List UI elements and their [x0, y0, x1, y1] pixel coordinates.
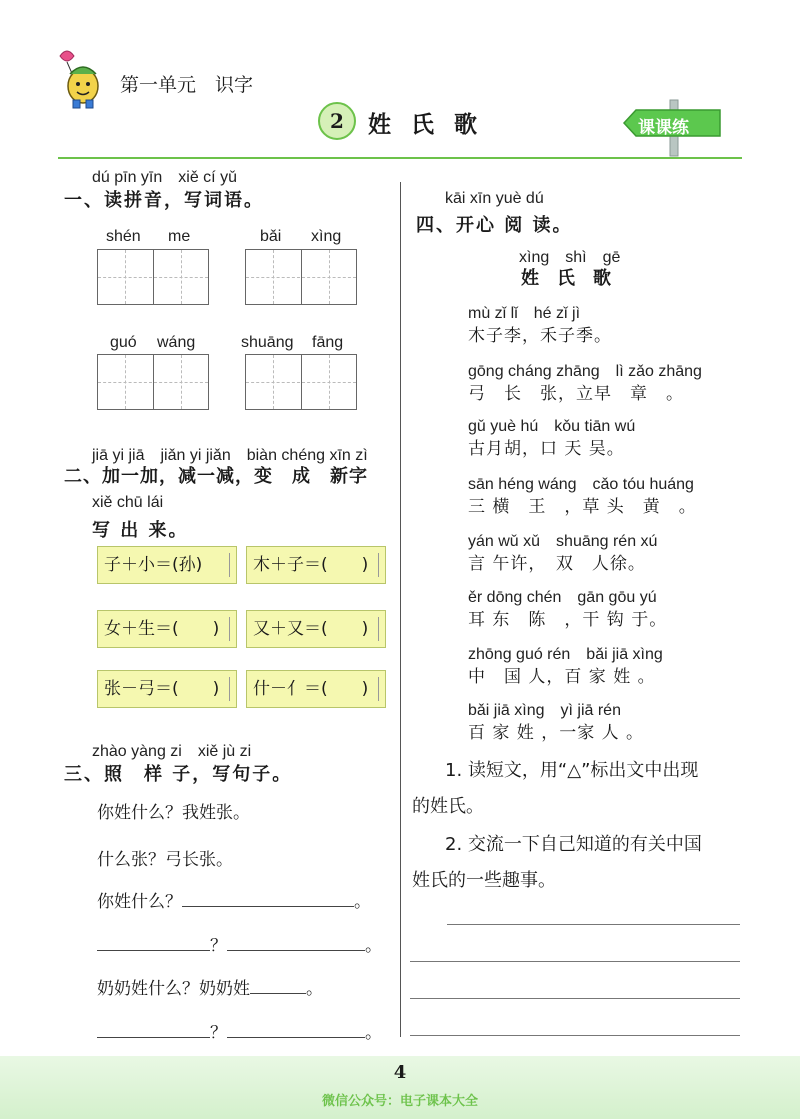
poem-line-4-pinyin: sān héng wáng cǎo tóu huáng	[468, 476, 694, 493]
poem-line-4: 三 横 王 ，草 头 黄 。	[468, 497, 697, 517]
answer-blank-2b[interactable]	[227, 932, 365, 951]
section3-title: 三、照 样 子，写句子。	[64, 764, 293, 785]
equation-6[interactable]	[246, 670, 386, 708]
tianzige-shuangfang[interactable]	[245, 354, 357, 410]
poem-line-7: 中 国 人，百 家 姓 。	[468, 667, 656, 687]
poem-line-8: 百 家 姓 ，一家 人 。	[468, 723, 645, 743]
word2-pinyin-b: xìng	[311, 228, 342, 245]
word1-pinyin-a: shén	[106, 228, 141, 245]
tianzige-baixing[interactable]	[245, 249, 357, 305]
equation-4[interactable]	[246, 610, 386, 648]
section3-pinyin: zhào yàng zi xiě jù zi	[92, 743, 252, 760]
question-3-end: 。	[306, 979, 323, 999]
poem-line-5: 言 午许， 双 人徐。	[468, 554, 646, 574]
equation-6-text: 什－亻＝( )	[253, 679, 369, 699]
reading-question-2-line1: 2. 交流一下自己知道的有关中国	[445, 834, 702, 855]
poem-line-7-pinyin: zhōng guó rén bǎi jiā xìng	[468, 646, 663, 663]
reading-question-1-line1: 1. 读短文，用“△”标出文中出现	[445, 760, 699, 781]
writing-line-4[interactable]	[410, 1035, 740, 1036]
reading-question-1-line2: 的姓氏。	[412, 796, 484, 817]
column-divider	[400, 182, 401, 1037]
tianzige-shenme[interactable]	[97, 249, 209, 305]
question-2	[97, 931, 382, 956]
tianzige-guowang[interactable]	[97, 354, 209, 410]
poem-line-2-pinyin: gōng cháng zhāng lì zǎo zhāng	[468, 363, 702, 380]
practice-badge: 课课练	[638, 118, 689, 138]
poem-title-pinyin: xìng shì gē	[519, 249, 621, 266]
poem-line-8-pinyin: bǎi jiā xìng yì jiā rén	[468, 702, 621, 719]
answer-blank-1[interactable]	[182, 888, 354, 907]
wechat-note: 微信公众号：电子课本大全	[321, 1094, 478, 1109]
mascot-icon	[50, 48, 110, 110]
writing-line-3[interactable]	[410, 998, 740, 999]
equation-5-text: 张－弓＝( )	[104, 679, 220, 699]
poem-line-1-pinyin: mù zǐ lǐ hé zǐ jì	[468, 305, 581, 322]
section2-pinyin-line1: jiā yi jiā jiǎn yi jiǎn biàn chéng xīn zì	[92, 447, 368, 464]
lesson-title: 姓 氏 歌	[368, 111, 484, 138]
question-2-end: 。	[365, 936, 382, 956]
equation-1-text: 子＋小＝(孙)	[104, 555, 203, 575]
example-sentence-2: 什么张？弓长张。	[97, 850, 233, 870]
equation-3[interactable]	[97, 610, 237, 648]
answer-blank-2a[interactable]	[97, 932, 210, 951]
question-3	[97, 974, 323, 999]
question-2-mark: ？	[210, 936, 227, 956]
section2-title-line2: 写 出 来。	[92, 520, 189, 541]
poem-line-6: 耳 东 陈 ，干 钩 于。	[468, 610, 668, 630]
section4-pinyin: kāi xīn yuè dú	[445, 190, 544, 207]
word3-pinyin-a: guó	[110, 334, 137, 351]
lesson-number-badge	[318, 102, 356, 140]
word4-pinyin-a: shuāng	[241, 334, 294, 351]
equation-3-text: 女＋生＝( )	[104, 619, 220, 639]
page-number: 4	[393, 1062, 407, 1083]
reading-question-2-line2: 姓氏的一些趣事。	[412, 870, 556, 891]
poem-line-2: 弓 长 张，立早 章 。	[468, 384, 684, 404]
equation-4-text: 又＋又＝( )	[253, 619, 369, 639]
word4-pinyin-b: fāng	[312, 334, 344, 351]
lesson-number: 2	[330, 109, 344, 133]
answer-blank-4a[interactable]	[97, 1019, 210, 1038]
poem-line-5-pinyin: yán wǔ xǔ shuāng rén xú	[468, 533, 658, 550]
poem-line-3: 古月胡，口 天 吴。	[468, 439, 625, 459]
word2-pinyin-a: bǎi	[260, 228, 282, 245]
equation-2-text: 木＋子＝( )	[253, 555, 369, 575]
question-4-end: 。	[365, 1023, 382, 1043]
equation-1[interactable]	[97, 546, 237, 584]
question-4-mark: ？	[210, 1023, 227, 1043]
answer-blank-4b[interactable]	[227, 1019, 365, 1038]
section2-pinyin-line2: xiě chū lái	[92, 494, 164, 511]
example-sentence-1: 你姓什么？我姓张。	[97, 803, 250, 823]
poem-line-3-pinyin: gǔ yuè hú kǒu tiān wú	[468, 418, 636, 435]
header-rule	[58, 157, 742, 159]
word3-pinyin-b: wáng	[157, 334, 196, 351]
equation-5[interactable]	[97, 670, 237, 708]
word1-pinyin-b: me	[168, 228, 191, 245]
section1-title: 一、读拼音，写词语。	[64, 190, 264, 211]
equation-2[interactable]	[246, 546, 386, 584]
question-1-end: 。	[354, 892, 371, 912]
question-1	[97, 887, 371, 912]
section1-pinyin: dú pīn yīn xiě cí yǔ	[92, 169, 237, 186]
question-3-prompt: 奶奶姓什么？奶奶姓	[97, 979, 250, 999]
poem-line-1: 木子李，禾子季。	[468, 326, 612, 346]
section4-title: 四、开心 阅 读。	[416, 215, 573, 236]
writing-line-2[interactable]	[410, 961, 740, 962]
question-4	[97, 1018, 382, 1043]
poem-title: 姓 氏 歌	[521, 268, 611, 289]
writing-line-1[interactable]	[447, 924, 740, 925]
poem-line-6-pinyin: ěr dōng chén gān gōu yú	[468, 589, 657, 606]
answer-blank-3[interactable]	[250, 975, 306, 994]
question-1-prompt: 你姓什么？	[97, 892, 182, 912]
unit-label: 第一单元 识字	[120, 74, 254, 96]
section2-title-line1: 二、加一加，减一减，变 成 新字	[64, 466, 368, 487]
